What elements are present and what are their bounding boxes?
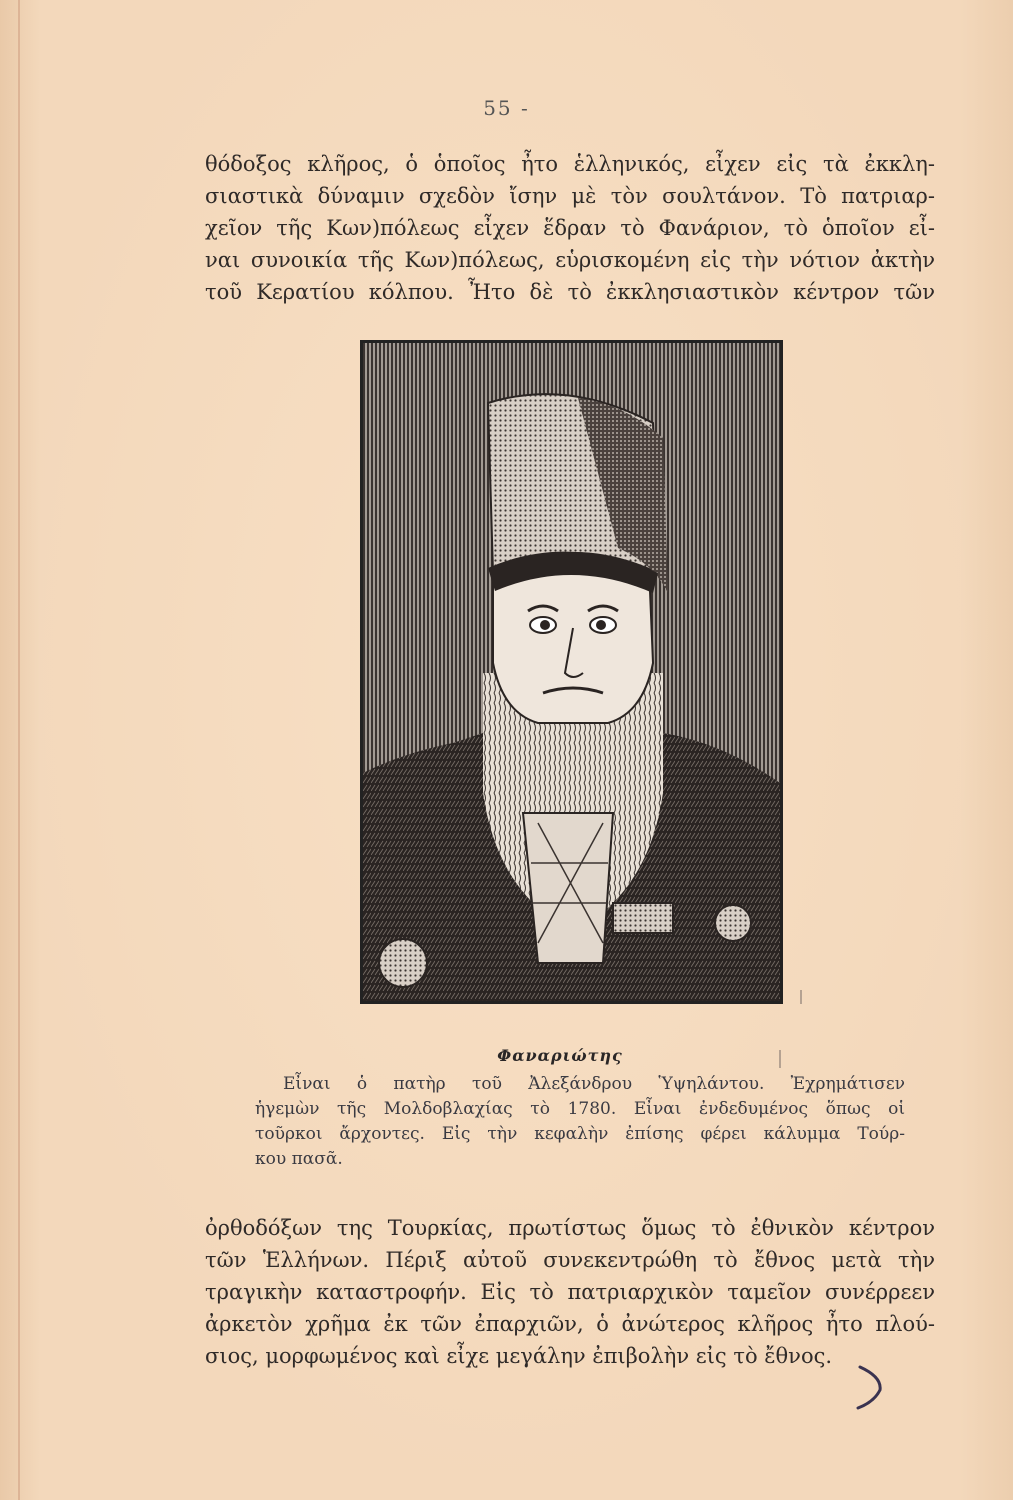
- page-number: 55 -: [483, 96, 530, 120]
- bottom-paragraph: [205, 1212, 935, 1372]
- page-edge-crease: [18, 0, 20, 1500]
- margin-tick-mark: [800, 990, 802, 1004]
- caption-line: Εἶναι ὁ πατὴρ τοῦ Ἀλεξάνδρου Ὑψηλάντου. Ἐχρημάτισεν: [283, 1074, 905, 1094]
- top-paragraph: [205, 148, 935, 308]
- text-line: τραγικὴν καταστροφήν. Εἰς τὸ πατριαρχικὸν ταμεῖον συνέρρεεν: [205, 1280, 935, 1304]
- text-line: σιος, μορφωμένος καὶ εἶχε μεγάλην ἐπιβολὴν εἰς τὸ ἔθνος.: [205, 1344, 833, 1368]
- pencil-check-mark: [850, 1362, 900, 1412]
- caption-line: κου πασᾶ.: [255, 1149, 343, 1169]
- margin-tick-mark: [779, 1050, 781, 1068]
- text-line: ναι συνοικία τῆς Κων)πόλεως, εὑρισκομένη εἰς τὴν νότιον ἀκτὴν: [205, 248, 935, 272]
- phanariot-portrait-engraving: [360, 340, 783, 1004]
- caption-line: ἡγεμὼν τῆς Μολδοβλαχίας τὸ 1780. Εἶναι ἐνδεδυμένος ὅπως οἱ: [255, 1099, 905, 1119]
- text-line: σιαστικὰ δύναμιν σχεδὸν ἴσην μὲ τὸν σουλτάνον. Τὸ πατριαρ-: [205, 184, 935, 208]
- figure-caption-title: Φαναριώτης: [497, 1046, 623, 1065]
- text-line: ἀρκετὸν χρῆμα ἐκ τῶν ἐπαρχιῶν, ὁ ἀνώτερος κλῆρος ἦτο πλού-: [205, 1312, 935, 1336]
- text-line: θόδοξος κλῆρος, ὁ ὁποῖος ἦτο ἑλληνικός, εἶχεν εἰς τὰ ἐκκλη-: [205, 152, 935, 176]
- text-line: τοῦ Κερατίου κόλπου. Ἦτο δὲ τὸ ἐκκλησιαστικὸν κέντρον τῶν: [205, 280, 935, 304]
- figure-caption: [255, 1072, 905, 1172]
- text-line: τῶν Ἑλλήνων. Πέριξ αὐτοῦ συνεκεντρώθη τὸ ἔθνος μετὰ τὴν: [205, 1248, 935, 1272]
- text-line: ὀρθοδόξων της Τουρκίας, πρωτίστως ὅμως τὸ ἐθνικὸν κέντρον: [205, 1216, 935, 1240]
- caption-line: τοῦρκοι ἄρχοντες. Εἰς τὴν κεφαλὴν ἐπίσης φέρει κάλυμμα Τούρ-: [255, 1124, 905, 1144]
- text-line: χεῖον τῆς Κων)πόλεως εἶχεν ἕδραν τὸ Φανάριον, τὸ ὁποῖον εἶ-: [205, 216, 935, 240]
